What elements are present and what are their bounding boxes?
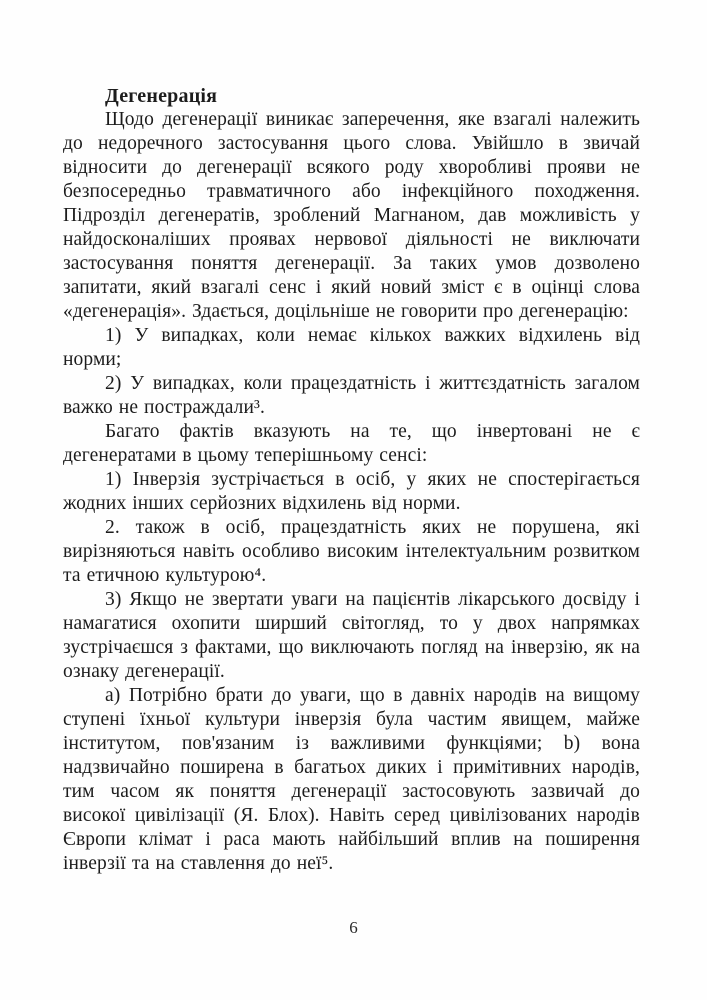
text-block bbox=[63, 84, 640, 876]
paragraph-list-item: 2. також в осіб, працездатність яких не порушена, які вирізняються навіть особливо високим інтелектуальним розвитком та етичною культурою⁴. bbox=[63, 517, 640, 586]
paragraph-list-item: 2) У випадках, коли працездатність і життєздатність загалом важко не постраждали³. bbox=[63, 373, 640, 418]
page-number: 6 bbox=[349, 918, 358, 937]
paragraph: Багато фактів вказують на те, що інвертовані не є дегенератами в цьому теперішньому сенсі: bbox=[63, 421, 640, 466]
paragraph: а) Потрібно брати до уваги, що в давніх народів на вищому ступені їхньої культури інверзія була частим явищем, майже інститутом, пов'язаним із важливими функціями; b) вона надзвичайно поширена в багатьох диких і примітивних народів, тим часом як поняття дегенерації застосовують зазвичай до високої цивілізації (Я. Блох). Навіть серед цивілізованих народів Європи клімат і раса мають найбільший вплив на поширення інверзії та на ставлення до неї⁵. bbox=[63, 685, 640, 874]
paragraph-list-item: 3) Якщо не звертати уваги на пацієнтів лікарського досвіду і намагатися охопити ширший світогляд, то у двох напрямках зустрічаєшся з фактами, що виключають погляд на інверзію, як на ознаку дегенерації. bbox=[63, 589, 640, 682]
paragraph-list-item: 1) Інверзія зустрічається в осіб, у яких не спостерігається жодних інших серйозних відхилень від норми. bbox=[63, 469, 640, 514]
paragraph-list-item: 1) У випадках, коли немає кількох важких відхилень від норми; bbox=[63, 325, 640, 370]
paragraph: Щодо дегенерації виникає заперечення, яке взагалі належить до недоречного застосування цього слова. Увійшло в звичай відносити до дегенерації всякого роду хворобливі прояви не безпосередньо травматичного або інфекційного походження. Підрозділ дегенератів, зроблений Магнаном, дав можливість у найдосконаліших проявах нервової діяльності не виключати застосування поняття дегенерації. За таких умов дозволено запитати, який взагалі сенс і який новий зміст є в оцінці слова «дегенерація». Здається, доцільніше не говорити про дегенерацію: bbox=[63, 109, 640, 322]
section-title: Дегенерація bbox=[105, 85, 218, 107]
